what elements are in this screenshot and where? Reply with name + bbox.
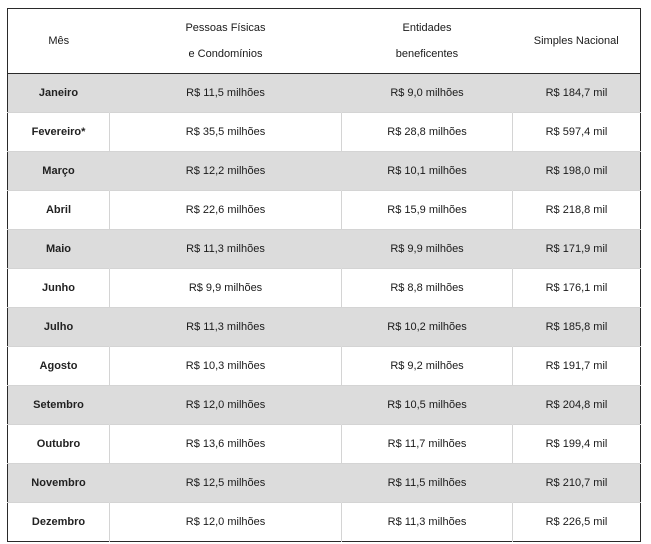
entidades-cell: R$ 8,8 milhões [342,269,513,308]
pessoas-fisicas-cell: R$ 22,6 milhões [110,191,342,230]
pessoas-fisicas-cell: R$ 11,5 milhões [110,74,342,113]
simples-nacional-cell: R$ 210,7 mil [513,464,641,503]
pessoas-fisicas-cell: R$ 13,6 milhões [110,425,342,464]
table-row [8,191,641,230]
table-row [8,503,641,542]
header-simples-nacional [513,9,641,74]
table-header [8,9,641,74]
pessoas-fisicas-cell: R$ 12,5 milhões [110,464,342,503]
header-simples-label: Simples Nacional [533,35,619,47]
simples-nacional-cell: R$ 226,5 mil [513,503,641,542]
entidades-cell: R$ 11,3 milhões [342,503,513,542]
month-cell: Agosto [8,347,110,386]
month-cell: Outubro [8,425,110,464]
month-cell: Dezembro [8,503,110,542]
simples-nacional-cell: R$ 199,4 mil [513,425,641,464]
header-pessoas-fisicas [110,9,342,74]
month-cell: Julho [8,308,110,347]
entidades-cell: R$ 9,0 milhões [342,74,513,113]
pessoas-fisicas-cell: R$ 9,9 milhões [110,269,342,308]
month-cell: Março [8,152,110,191]
month-cell: Setembro [8,386,110,425]
header-ent-line1: Entidades [402,22,452,34]
header-month [8,9,110,74]
header-entidades [342,9,513,74]
table-body [8,74,641,542]
pessoas-fisicas-cell: R$ 12,0 milhões [110,386,342,425]
table-row [8,230,641,269]
entidades-cell: R$ 11,5 milhões [342,464,513,503]
simples-nacional-cell: R$ 204,8 mil [513,386,641,425]
simples-nacional-cell: R$ 191,7 mil [513,347,641,386]
entidades-cell: R$ 9,2 milhões [342,347,513,386]
month-cell: Junho [8,269,110,308]
entidades-cell: R$ 11,7 milhões [342,425,513,464]
month-cell: Fevereiro* [8,113,110,152]
table-row [8,464,641,503]
table-row [8,386,641,425]
data-table-container [7,8,640,542]
simples-nacional-cell: R$ 218,8 mil [513,191,641,230]
table-row [8,347,641,386]
month-cell: Janeiro [8,74,110,113]
table-row [8,308,641,347]
table-row [8,425,641,464]
pessoas-fisicas-cell: R$ 12,0 milhões [110,503,342,542]
header-row [8,9,641,74]
simples-nacional-cell: R$ 185,8 mil [513,308,641,347]
entidades-cell: R$ 9,9 milhões [342,230,513,269]
pessoas-fisicas-cell: R$ 35,5 milhões [110,113,342,152]
month-cell: Novembro [8,464,110,503]
table-row [8,269,641,308]
pessoas-fisicas-cell: R$ 11,3 milhões [110,308,342,347]
header-ent-line2: beneficentes [395,48,459,60]
table-row [8,152,641,191]
table-row [8,74,641,113]
simples-nacional-cell: R$ 171,9 mil [513,230,641,269]
simples-nacional-cell: R$ 176,1 mil [513,269,641,308]
month-cell: Abril [8,191,110,230]
table-row [8,113,641,152]
entidades-cell: R$ 15,9 milhões [342,191,513,230]
monthly-values-table [7,8,641,542]
entidades-cell: R$ 28,8 milhões [342,113,513,152]
pessoas-fisicas-cell: R$ 11,3 milhões [110,230,342,269]
month-cell: Maio [8,230,110,269]
entidades-cell: R$ 10,5 milhões [342,386,513,425]
simples-nacional-cell: R$ 198,0 mil [513,152,641,191]
pessoas-fisicas-cell: R$ 12,2 milhões [110,152,342,191]
pessoas-fisicas-cell: R$ 10,3 milhões [110,347,342,386]
entidades-cell: R$ 10,1 milhões [342,152,513,191]
header-month-label: Mês [48,35,70,47]
header-pf-line2: e Condomínios [188,48,263,60]
simples-nacional-cell: R$ 184,7 mil [513,74,641,113]
header-pf-line1: Pessoas Físicas [185,22,266,34]
simples-nacional-cell: R$ 597,4 mil [513,113,641,152]
entidades-cell: R$ 10,2 milhões [342,308,513,347]
